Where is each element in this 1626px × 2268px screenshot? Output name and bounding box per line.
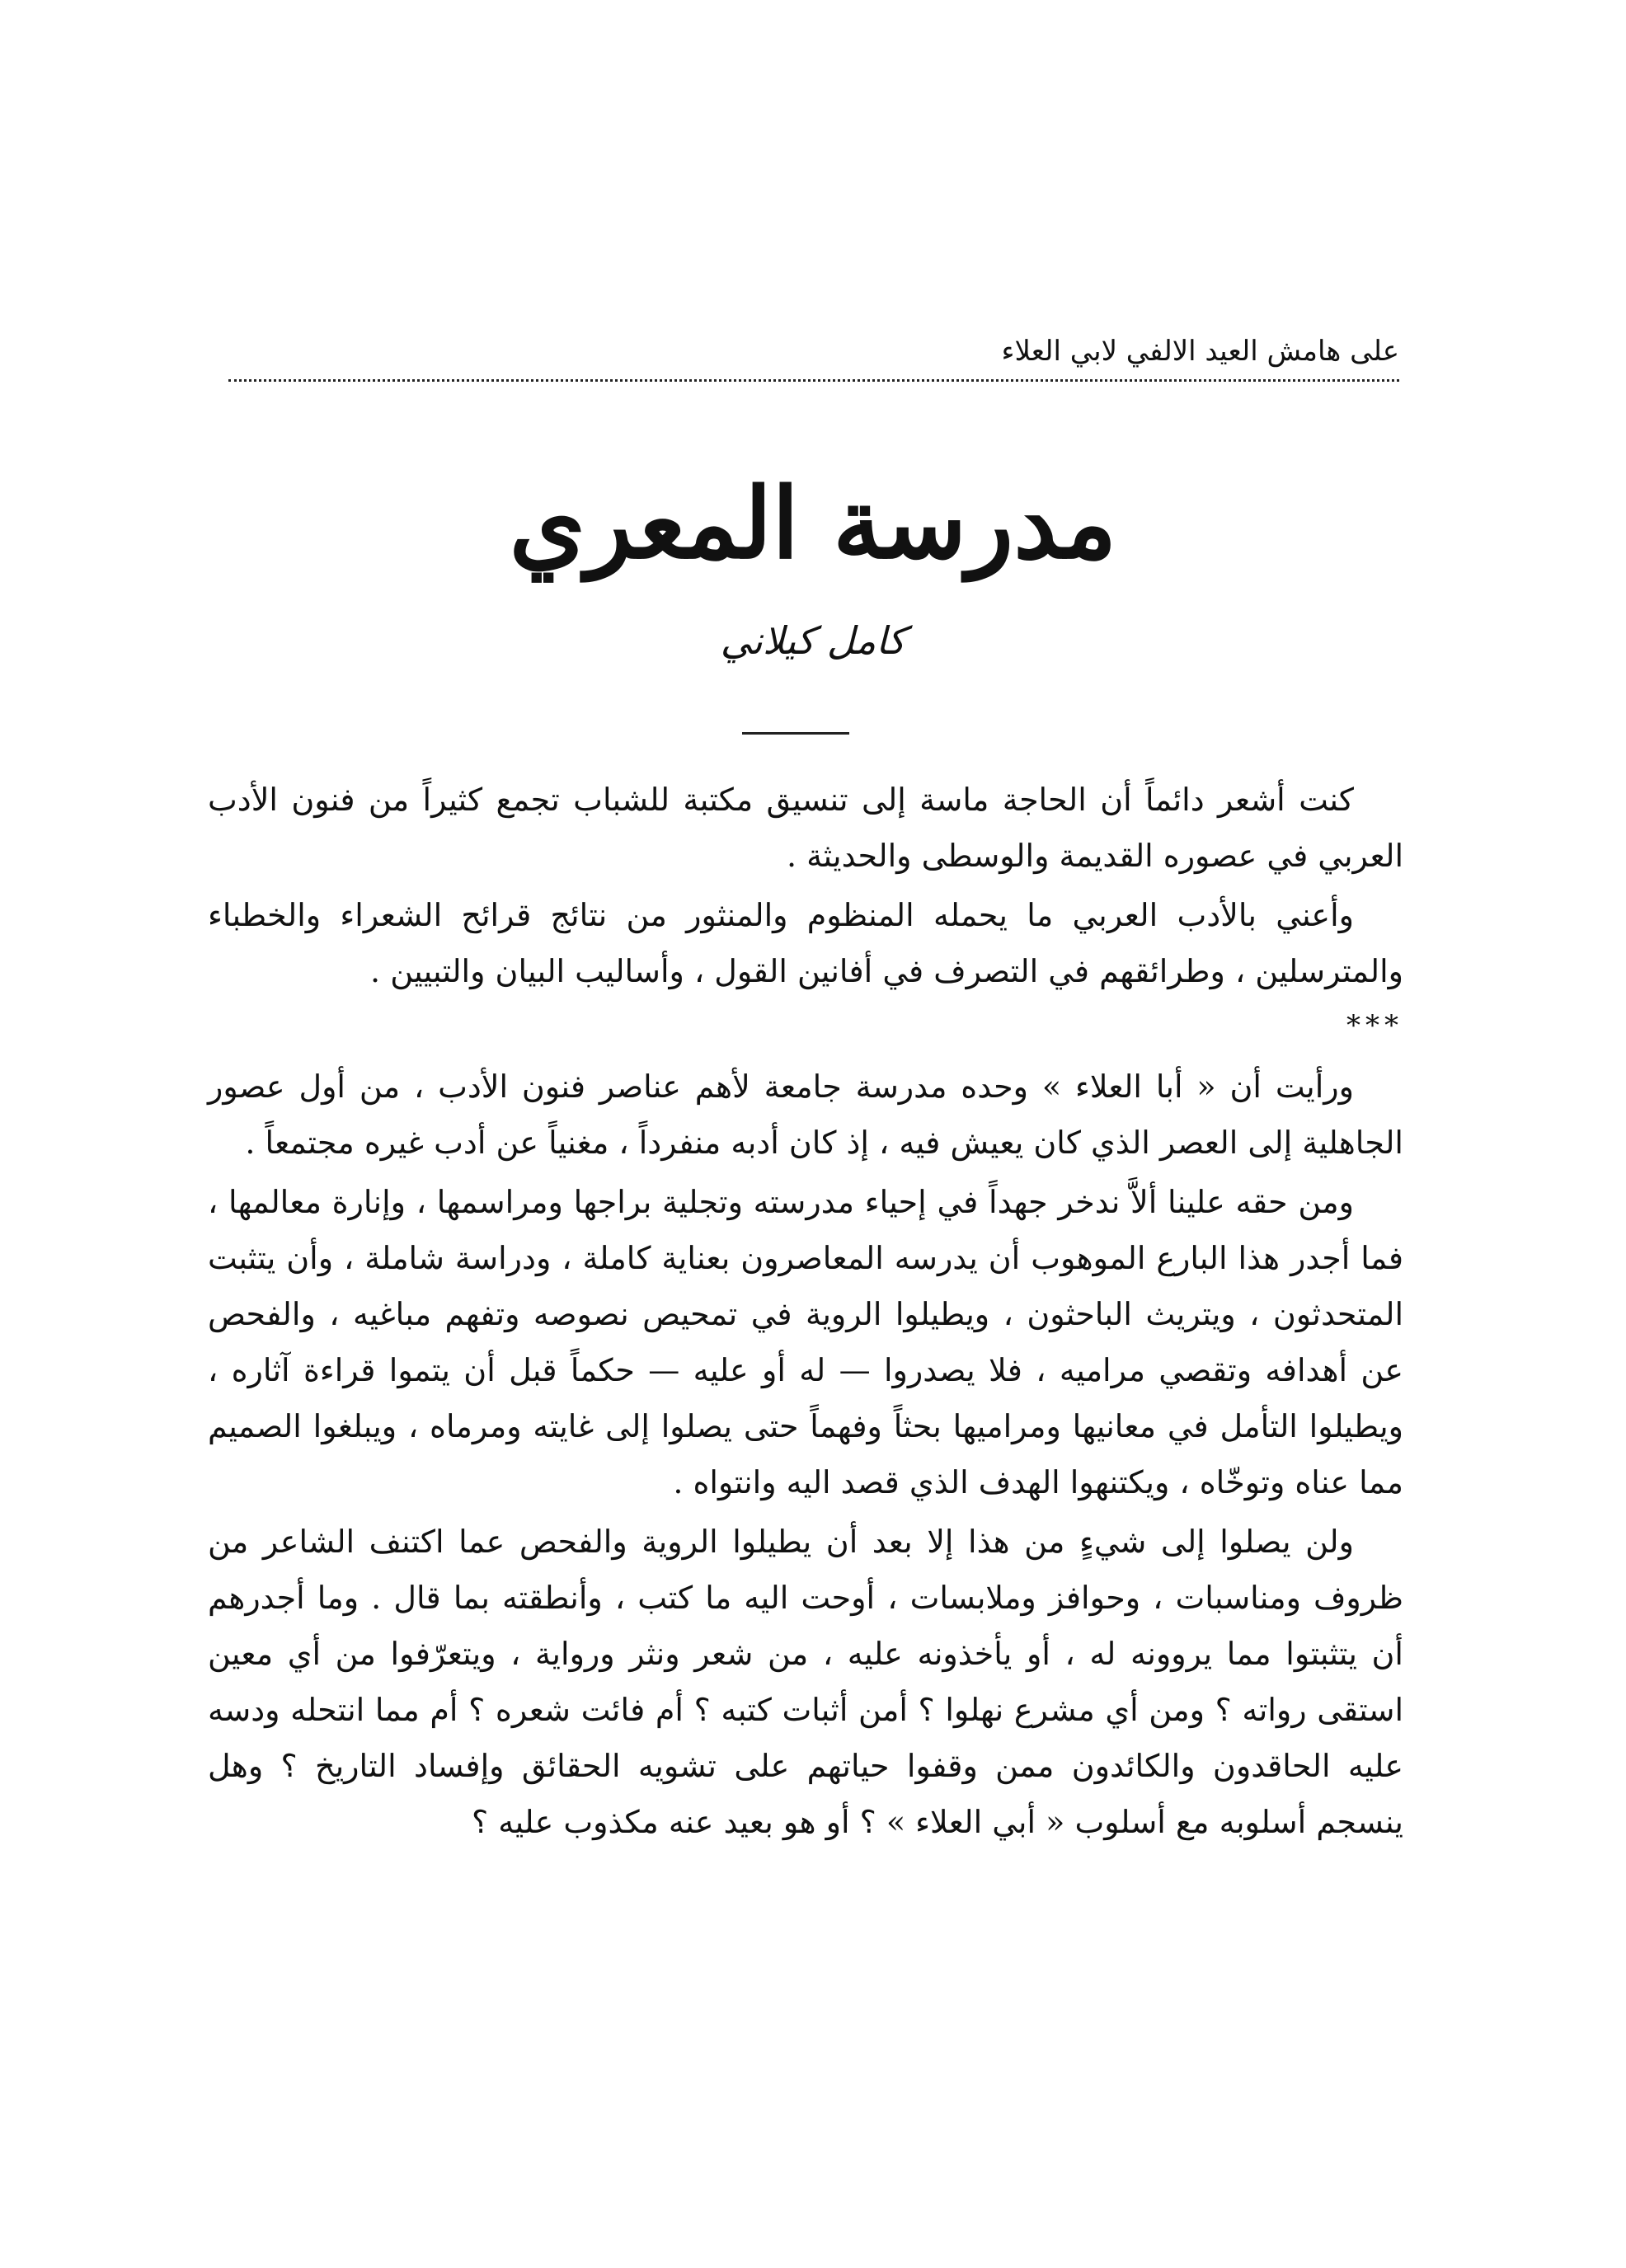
paragraph-2: وأعني بالأدب العربي ما يحمله المنظوم والمنثور من نتائج قرائح الشعراء والخطباء والمترسلين ، وطرائقهم في التصرف في أفانين القول ، وأساليب البيان والتبيين . <box>208 897 1403 989</box>
paragraph-5: ولن يصلوا إلى شيءٍ من هذا إلا بعد أن يطيلوا الروية والفحص عما اكتنف الشاعر من ظروف ومناسبات ، وحوافز وملابسات ، أوحت اليه ما كتب ، وأنطقته بما قال . وما أجدرهم أن يتثبتوا مما يروونه له ، أو يأخذونه عليه ، من شعر ونثر ورواية ، ويتعرّفوا من أي معين استقى رواته ؟ ومن أي مشرع نهلوا ؟ أمن أثبات كتبه ؟ أم فائت شعره ؟ أم مما انتحله ودسه عليه الحاقدون والكائدون ممن وقفوا حياتهم على تشويه الحقائق وإفساد التاريخ ؟ وهل ينسجم أسلوبه مع أسلوب « أبي العلاء » ؟ أو هو بعيد عنه مكذوب عليه ؟ <box>208 1524 1403 1840</box>
article-title: مدرسة المعري <box>509 466 1117 580</box>
running-header: على هامش العيد الالفي لابي العلاء <box>228 328 1399 382</box>
paragraph-1: كنت أشعر دائماً أن الحاجة ماسة إلى تنسيق مكتبة للشباب تجمع كثيراً من فنون الأدب العربي في عصوره القديمة والوسطى والحديثة . <box>208 782 1403 874</box>
article-author: كامل كيلاني <box>720 618 906 663</box>
paragraph-4: ومن حقه علينا ألاَّ ندخر جهداً في إحياء مدرسته وتجلية براجها ومراسمها ، وإنارة معالمها ، فما أجدر هذا البارع الموهوب أن يدرسه المعاصرون بعناية كاملة ، ودراسة شاملة ، وأن يتثبت المتحدثون ، ويتريث الباحثون ، ويطيلوا الروية في تمحيص نصوصه وتفهم مباغيه ، والفحص عن أهدافه وتقصي مراميه ، فلا يصدروا — له أو عليه — حكماً قبل أن يتموا قراءة آثاره ، ويطيلوا التأمل في معانيها ومراميها بحثاً وفهماً حتى يصلوا إلى غايته ومرماه ، ويبلغوا الصميم مما عناه وتوخّاه ، ويكتنهوا الهدف الذي قصد اليه وانتواه . <box>208 1184 1403 1500</box>
paragraph-3: ورأيت أن « أبا العلاء » وحده مدرسة جامعة لأهم عناصر فنون الأدب ، من أول عصور الجاهلية إلى العصر الذي كان يعيش فيه ، إذ كان أدبه منفرداً ، مغنياً عن أدب غيره مجتمعاً . <box>208 1068 1403 1161</box>
article-body <box>208 772 1403 1853</box>
section-separator: *** <box>1346 1009 1403 1042</box>
title-divider <box>742 732 849 735</box>
